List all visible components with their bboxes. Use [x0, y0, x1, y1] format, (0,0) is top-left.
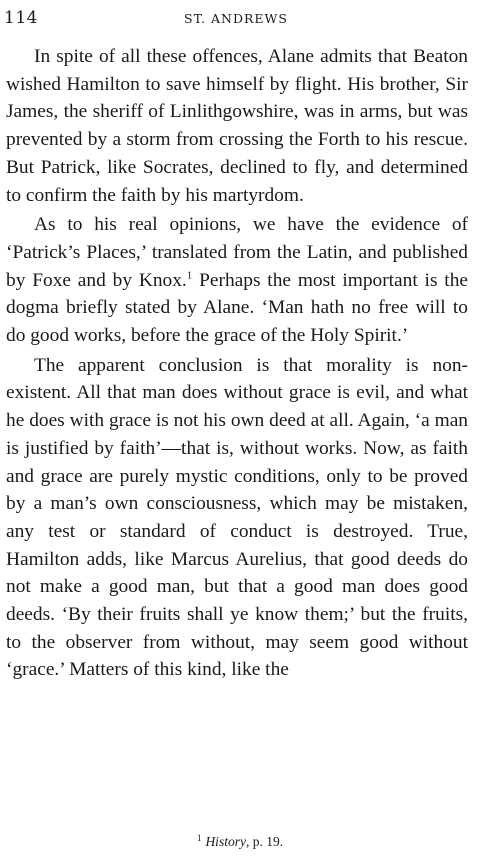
- paragraph-1: In spite of all these offences, Alane admits that Beaton wished Hamilton to save himself by flight. His brother, Sir James, the sheriff of Linlithgowshire, was in arms, but was prevented by a storm from crossing the Forth to his rescue. But Patrick, like Socrates, declined to fly, and determined to confirm the faith by his martyrdom.: [6, 46, 468, 206]
- paragraph-3: The apparent conclusion is that morality is non-existent. All that man does without grace is evil, and what he does with grace is not his own deed at all. Again, ‘a man is justified by faith’—that is, without works. Now, as faith and grace are purely mystic conditions, only to be proved by a man’s own consciousness, which may be mistaken, any test or standard of conduct is destroyed. True, Hamilton adds, like Marcus Aurelius, that good deeds do not make a good man, but that a good man does good deeds. ‘By their fruits shall ye know them;’ but the fruits, to the observer from without, may seem good without ‘grace.’ Matters of this kind, like the: [6, 354, 468, 681]
- page-number: 114: [4, 8, 38, 28]
- footnote-title: History: [205, 834, 246, 849]
- footnote-number: 1: [196, 832, 202, 843]
- footnote-reference-mark: 1: [186, 269, 193, 282]
- paragraph-2-text-before: As to his real opinions, we have the evidence of ‘Patrick’s Places,’ translated from the Latin, and published by Foxe and by Knox.: [6, 214, 468, 291]
- page-header: [4, 8, 468, 30]
- paragraph-2-text-after: Perhaps the most important is the dogma briefly stated by Alane. ‘Man hath no free will to do good works, before the grace of the Holy Spirit.’: [6, 269, 468, 347]
- paragraph-2: [6, 211, 468, 350]
- body-text: [6, 43, 468, 684]
- running-head: ST. ANDREWS: [184, 11, 288, 26]
- footnote-reference: , p. 19.: [245, 834, 284, 849]
- footnote: [0, 834, 480, 850]
